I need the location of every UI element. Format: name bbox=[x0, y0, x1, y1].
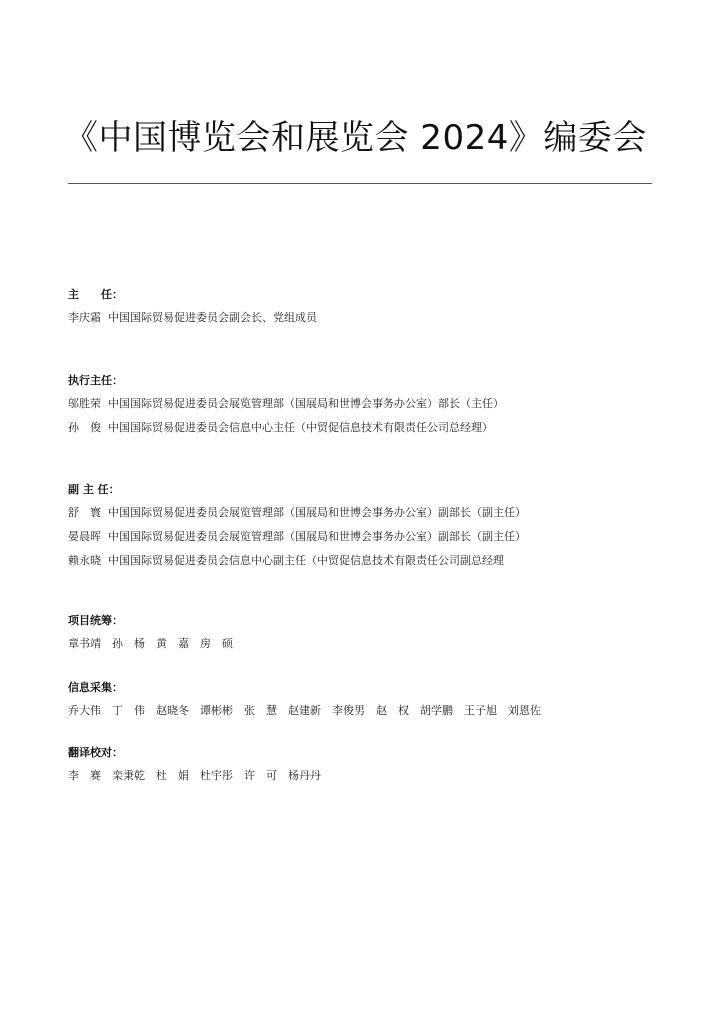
title-divider bbox=[68, 183, 652, 184]
member-line: 舒 寰 中国国际贸易促进委员会展览管理部（国展局和世博会事务办公室）副部长（副主任） bbox=[68, 506, 526, 519]
section-heading: 项目统筹： bbox=[68, 614, 123, 627]
section-deputy-director bbox=[68, 482, 668, 577]
section-heading: 副 主 任： bbox=[68, 483, 120, 496]
member-line: 赖永晓 中国国际贸易促进委员会信息中心副主任（中贸促信息技术有限责任公司副总经理 bbox=[68, 554, 504, 567]
member-line: 邬胜荣 中国国际贸易促进委员会展览管理部（国展局和世博会事务办公室）部长（主任） bbox=[68, 397, 504, 410]
member-line: 章书靖 孙 杨 黄 嘉 房 硕 bbox=[68, 637, 233, 650]
member-line: 李庆霜 中国国际贸易促进委员会副会长、党组成员 bbox=[68, 311, 317, 324]
member-line: 李 赛 栾秉乾 杜 娟 杜宇彤 许 可 杨丹丹 bbox=[68, 769, 321, 782]
section-heading: 翻译校对： bbox=[68, 746, 123, 759]
section-heading: 执行主任： bbox=[68, 374, 123, 387]
member-line: 孙 俊 中国国际贸易促进委员会信息中心主任（中贸促信息技术有限责任公司总经理） bbox=[68, 421, 493, 434]
section-director bbox=[68, 287, 668, 334]
section-heading: 信息采集： bbox=[68, 681, 123, 694]
section-translation-proofreading bbox=[68, 745, 668, 792]
section-project-coordination bbox=[68, 613, 668, 660]
page-title: 《中国博览会和展览会 2024》编委会 bbox=[64, 118, 647, 158]
member-line: 晏晨晖 中国国际贸易促进委员会展览管理部（国展局和世博会事务办公室）副部长（副主任） bbox=[68, 530, 526, 543]
section-heading: 主 任： bbox=[68, 288, 123, 301]
section-executive-director bbox=[68, 373, 668, 444]
section-information-collection bbox=[68, 680, 668, 727]
member-line: 乔大伟 丁 伟 赵晓冬 谭彬彬 张 慧 赵建新 李俊男 赵 权 胡学鹏 王子旭 刘恩佐 bbox=[68, 704, 541, 717]
